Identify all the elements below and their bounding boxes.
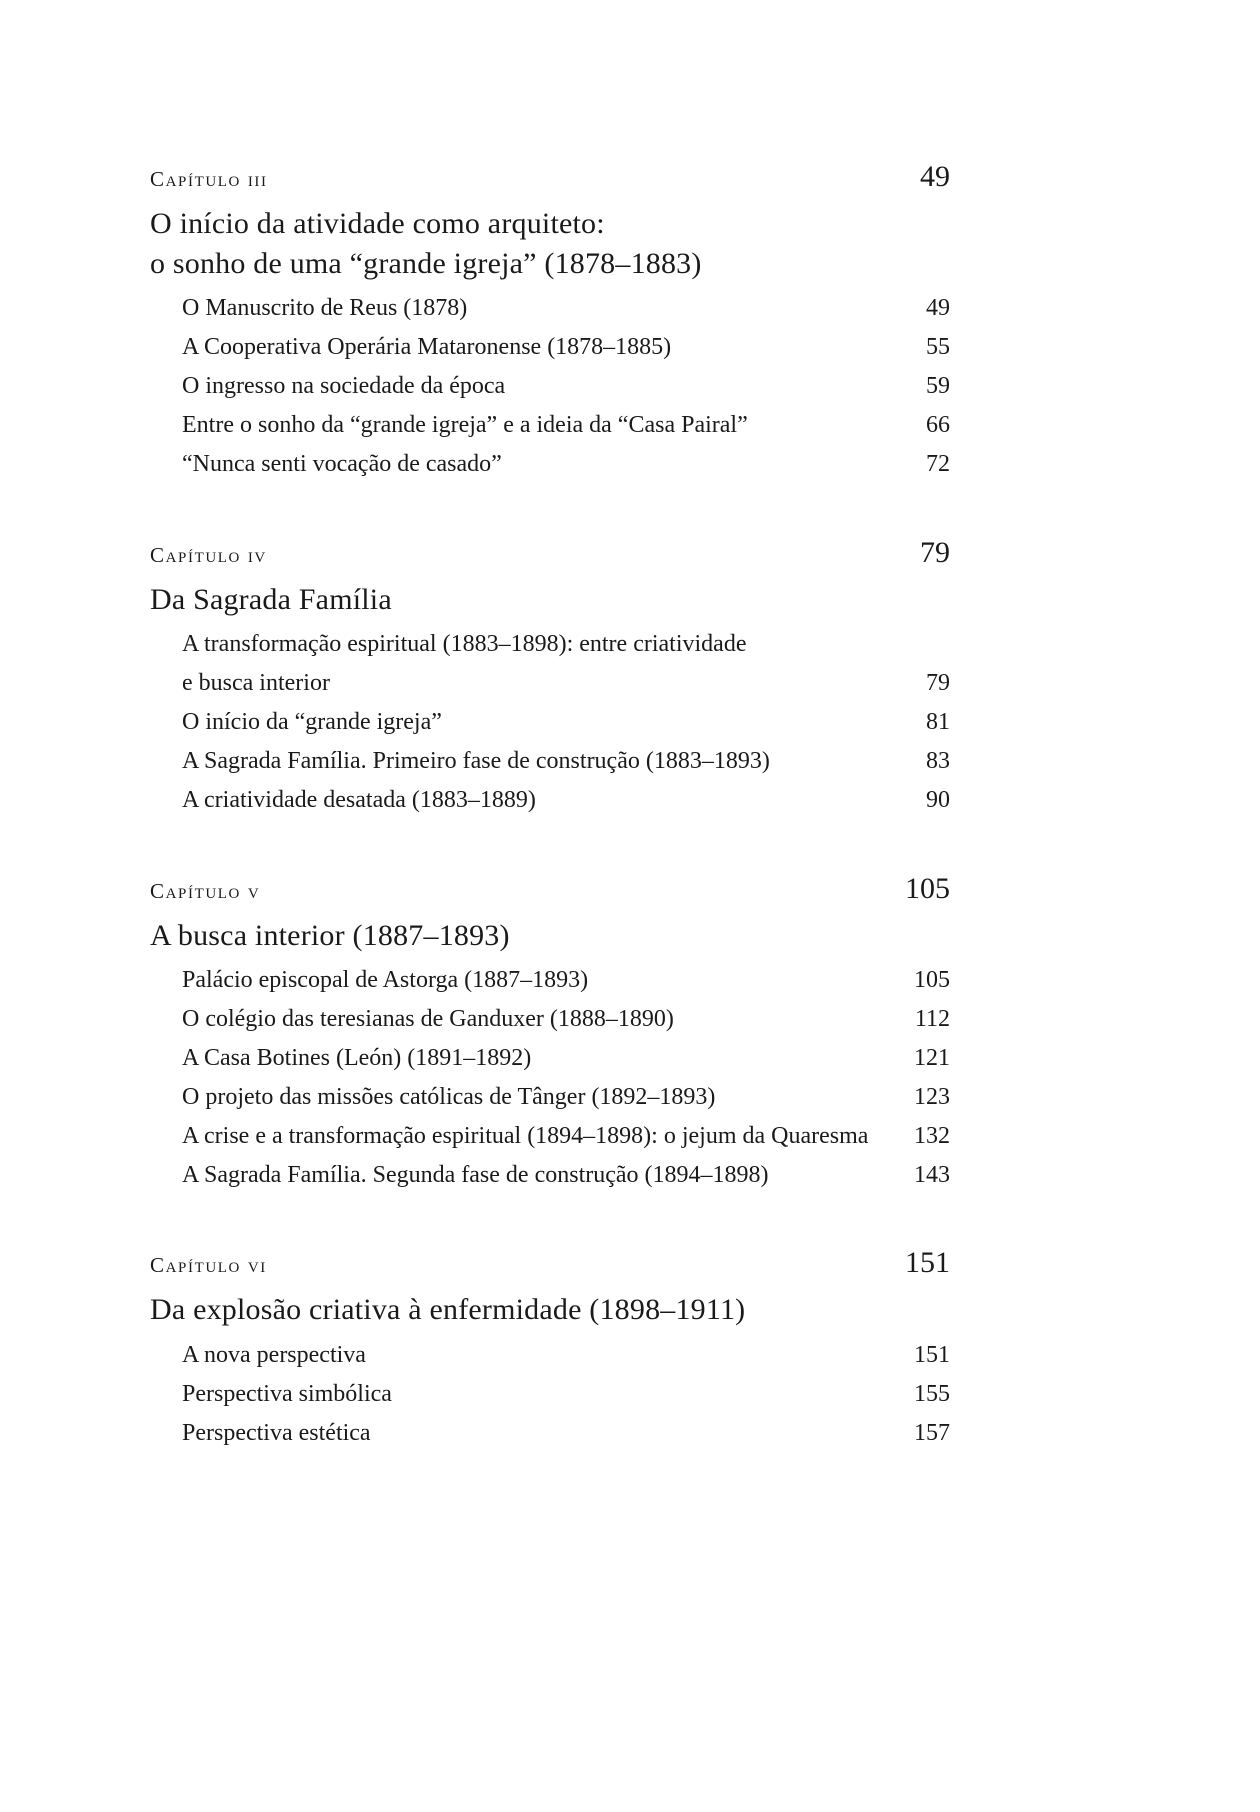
chapter-entries (150, 961, 950, 1194)
chapter-section (150, 1246, 950, 1452)
toc-entry-page: 121 (914, 1044, 950, 1071)
toc-entry-text: Perspectiva estética (182, 1419, 371, 1446)
chapter-entries (150, 289, 950, 483)
toc-entry-page: 72 (926, 450, 950, 477)
toc-entry[interactable] (150, 1414, 950, 1453)
toc-entry-text: A crise e a transformação espiritual (1894–1898): o jejum da Quaresma (182, 1122, 869, 1149)
toc-entry-page: 66 (926, 411, 950, 438)
toc-entry-page: 123 (914, 1083, 950, 1110)
toc-entry-text: A Sagrada Família. Primeiro fase de construção (1883–1893) (182, 747, 770, 774)
toc-entry-text: A Sagrada Família. Segunda fase de construção (1894–1898) (182, 1161, 769, 1188)
toc-entry-page: 132 (914, 1122, 950, 1149)
chapter-label: Capítulo iii (150, 167, 268, 191)
chapter-entries (150, 625, 950, 819)
toc-entry-text: O Manuscrito de Reus (1878) (182, 295, 468, 322)
chapter-title-line: o sonho de uma “grande igreja” (1878–1883) (150, 246, 702, 280)
chapter-section (150, 160, 950, 484)
toc-entry[interactable] (150, 367, 950, 406)
toc-entry-text-line: A transformação espiritual (1883–1898): entre criatividade (182, 631, 747, 658)
chapter-title (150, 580, 950, 620)
toc-entry-page: 81 (926, 708, 950, 735)
chapter-page-number: 79 (920, 535, 950, 569)
chapter-header (150, 160, 950, 194)
table-of-contents (150, 160, 950, 1453)
toc-entry[interactable] (150, 625, 950, 703)
toc-entry-text: O início da “grande igreja” (182, 708, 442, 735)
toc-entry-text: O ingresso na sociedade da época (182, 372, 506, 399)
toc-entry-text: A criatividade desatada (1883–1889) (182, 786, 536, 813)
chapter-title-line: Da explosão criativa à enfermidade (1898–1911) (150, 1293, 746, 1327)
toc-entry-text: O projeto das missões católicas de Tânger (1892–1893) (182, 1083, 716, 1110)
toc-entry-page: 49 (926, 295, 950, 322)
chapter-page-number: 49 (920, 160, 950, 193)
toc-entry[interactable] (150, 1375, 950, 1414)
toc-entry[interactable] (150, 703, 950, 742)
toc-entry-text: Entre o sonho da “grande igreja” e a ideia da “Casa Pairal” (182, 411, 748, 438)
toc-entry-page: 59 (926, 372, 950, 399)
toc-entry-text: A Cooperativa Operária Mataronense (1878–1885) (182, 334, 672, 361)
chapter-label: Capítulo iv (150, 542, 267, 567)
toc-entry-page: 55 (926, 334, 950, 361)
toc-entry-page: 90 (926, 786, 950, 813)
chapter-section (150, 536, 950, 820)
toc-entry-page: 83 (926, 747, 950, 774)
toc-entry-text: “Nunca senti vocação de casado” (182, 450, 502, 477)
toc-entry-text (182, 625, 760, 703)
chapter-label: Capítulo vi (150, 1253, 267, 1278)
chapter-title (150, 916, 950, 956)
chapter-title-line: A busca interior (1887–1893) (150, 918, 510, 952)
chapter-title (150, 204, 950, 283)
chapter-section (150, 872, 950, 1195)
toc-entry-page: 151 (914, 1341, 950, 1368)
toc-entry[interactable] (150, 1117, 950, 1156)
toc-entry[interactable] (150, 406, 950, 445)
toc-entry-text: O colégio das teresianas de Ganduxer (1888–1890) (182, 1006, 674, 1032)
chapter-label: Capítulo v (150, 878, 261, 903)
chapter-entries (150, 1336, 950, 1453)
toc-entry[interactable] (150, 961, 950, 1000)
toc-entry[interactable] (150, 1078, 950, 1117)
toc-entry[interactable] (150, 1336, 950, 1375)
toc-entry-text: Palácio episcopal de Astorga (1887–1893) (182, 967, 589, 994)
toc-entry-page: 112 (914, 1006, 950, 1032)
toc-entry[interactable] (150, 328, 950, 367)
chapter-title-line: Da Sagrada Família (150, 582, 392, 616)
toc-entry[interactable] (150, 289, 950, 328)
chapter-page-number: 105 (905, 871, 950, 905)
chapter-title (150, 1290, 950, 1330)
toc-entry-page: 105 (914, 967, 950, 994)
toc-entry-page: 143 (914, 1161, 950, 1188)
toc-entry-text: A Casa Botines (León) (1891–1892) (182, 1044, 532, 1071)
toc-entry-page: 155 (914, 1380, 950, 1407)
chapter-header (150, 1246, 950, 1280)
toc-entry-page: 79 (926, 670, 950, 697)
toc-entry-text-line: e busca interior (182, 670, 330, 697)
toc-entry-page: 157 (914, 1419, 950, 1446)
toc-entry[interactable] (150, 1156, 950, 1195)
chapter-header (150, 872, 950, 906)
chapter-title-line: O início da atividade como arquiteto: (150, 207, 605, 240)
toc-entry[interactable] (150, 1000, 950, 1039)
toc-entry[interactable] (150, 742, 950, 781)
toc-entry-text: Perspectiva simbólica (182, 1380, 392, 1407)
chapter-page-number: 151 (905, 1246, 950, 1280)
toc-entry[interactable] (150, 781, 950, 820)
toc-entry[interactable] (150, 1039, 950, 1078)
chapter-header (150, 536, 950, 570)
toc-entry-text: A nova perspectiva (182, 1341, 366, 1368)
toc-entry[interactable] (150, 445, 950, 484)
